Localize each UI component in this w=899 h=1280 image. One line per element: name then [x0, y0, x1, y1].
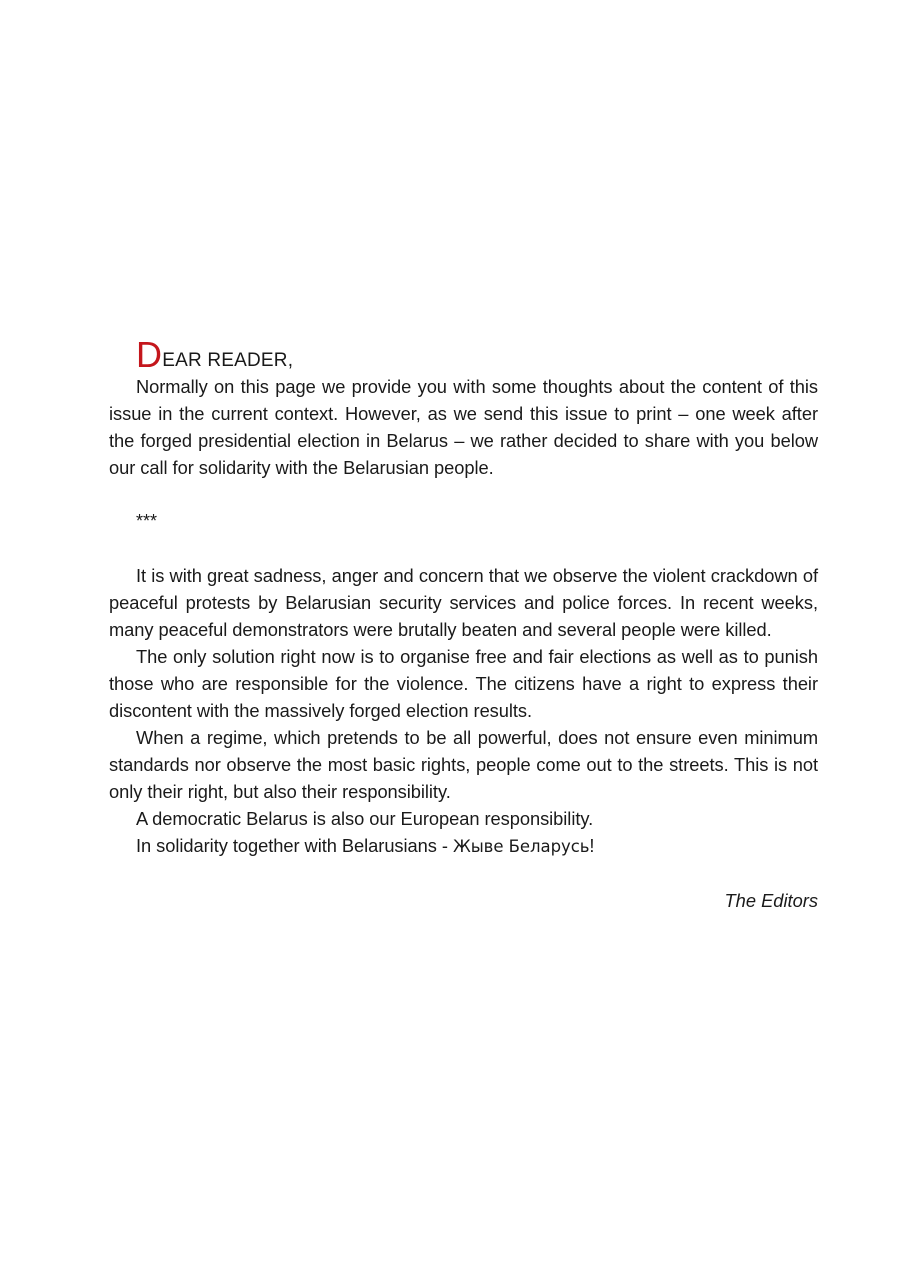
body-paragraph-3: When a regime, which pretends to be all powerful, does not ensure even minimum standards nor observe the most basic rights, people come out to the streets. This is not only their right, but also their responsibility. [109, 727, 818, 802]
intro-paragraph: Normally on this page we provide you with some thoughts about the content of this issue in the current context. However, as we send this issue to print – one week after the forged presidential election in Belarus – we rather decided to share with you below our call for solidarity with the Belarusian people. [109, 376, 818, 478]
body-paragraph-4: A democratic Belarus is also our European responsibility. [136, 808, 594, 829]
section-separator: *** [136, 511, 158, 531]
editorial-letter [109, 334, 818, 914]
closing-suffix: ! [589, 835, 595, 856]
drop-cap-letter: D [136, 334, 163, 375]
signature: The Editors [724, 890, 818, 911]
body-paragraph-1: It is with great sadness, anger and concern that we observe the violent crackdown of peaceful protests by Belarusian security services and police forces. In recent weeks, many peaceful demonstrators were brutally beaten and several people were killed. [109, 565, 818, 640]
closing-slogan: Жыве Беларусь [452, 837, 590, 856]
salutation-text: EAR READER, [162, 350, 294, 371]
closing-paragraph [109, 832, 818, 860]
salutation-heading [136, 334, 818, 375]
body-paragraph-2: The only solution right now is to organise free and fair elections as well as to punish those who are responsible for the violence. The citizens have a right to express their discontent with the massively forged election results. [109, 646, 818, 721]
closing-prefix: In solidarity together with Belarusians - [136, 835, 453, 856]
